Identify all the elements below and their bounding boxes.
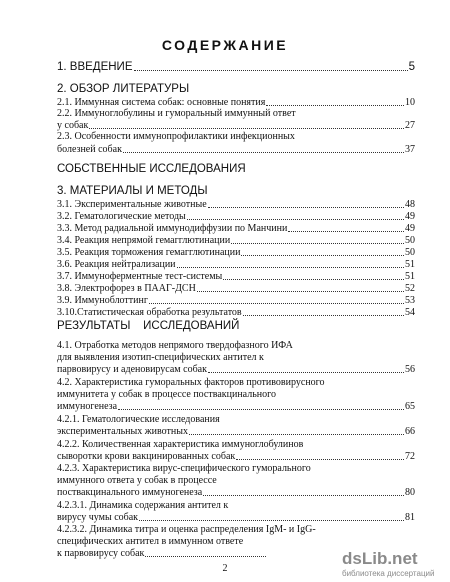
dot-leader [145, 556, 266, 557]
toc-entry-label: 3.5. Реакция торможения гемагглютинации [57, 247, 241, 258]
toc-entry-label: сыворотки крови вакцинированных собак [57, 451, 236, 462]
toc-entry-label: 3.7. Иммуноферментные тест-системы [57, 271, 223, 282]
toc-entry-4-2-1[interactable] [57, 425, 415, 438]
dot-leader [123, 152, 404, 153]
toc-entry-label: 3.4. Реакция непрямой гемагглютинации [57, 235, 231, 246]
dot-leader [118, 409, 404, 410]
toc-entry-2-3-line1[interactable]: 2.3. Особенности иммунопрофилактики инфекционных [57, 131, 295, 142]
dot-leader [241, 255, 404, 256]
toc-entry-4-2-line1[interactable]: 4.2. Характеристика гуморальных факторов противовирусного [57, 377, 325, 388]
toc-entry-4-2-3-1-line1[interactable]: 4.2.3.1. Динамика содержания антител к [57, 500, 229, 511]
toc-entry-4-2-1-line1[interactable]: 4.2.1. Гематологические исследования [57, 414, 220, 425]
toc-page-number: 66 [405, 426, 415, 437]
dot-leader [208, 372, 404, 373]
watermark-caption: библиотека диссертаций [342, 569, 435, 578]
toc-page-number: 5 [408, 61, 415, 73]
dot-leader [139, 520, 404, 521]
dot-leader [189, 434, 404, 435]
toc-entry-4-2-3[interactable] [57, 486, 415, 499]
toc-page-number: 50 [405, 247, 415, 258]
toc-entry-label: 3.2. Гематологические методы [57, 211, 186, 222]
page-number: 2 [222, 563, 228, 574]
toc-entry-intro[interactable] [57, 60, 415, 74]
watermark-site: dsLib.net [342, 549, 418, 568]
toc-entry-label: 2.1. Иммунная система собак: основные понятия [57, 97, 266, 108]
toc-entry-label: 3.9. Иммуноблоттинг [57, 295, 148, 306]
toc-entry-label: экспериментальных животных [57, 426, 188, 437]
section-heading-review: 2. ОБЗОР ЛИТЕРАТУРЫ [57, 83, 190, 95]
toc-entry-label: поствакцинального иммуногенеза [57, 487, 203, 498]
dot-leader [231, 243, 404, 244]
toc-entry-4-2-3-line1[interactable]: 4.2.3. Характеристика вирус-специфического гуморального [57, 463, 311, 474]
toc-page-number: 51 [405, 259, 415, 270]
toc-entry-4-2-3-1[interactable] [57, 511, 415, 524]
dot-leader [149, 303, 404, 304]
dot-leader [134, 70, 408, 71]
toc-page-number: 49 [405, 211, 415, 222]
toc-page-number: 81 [405, 512, 415, 523]
toc-page-number: 49 [405, 223, 415, 234]
dot-leader [266, 105, 404, 106]
toc-entry-label: у собак [57, 120, 89, 131]
dot-leader [177, 267, 404, 268]
dot-leader [197, 291, 404, 292]
toc-entry-label: болезней собак [57, 144, 122, 155]
toc-entry-4-2-3-2-line1[interactable]: 4.2.3.2. Динамика титра и оценка распределения IgM- и IgG- [57, 524, 316, 535]
toc-entry-4-2-2-line1[interactable]: 4.2.2. Количественная характеристика иммуноглобулинов [57, 439, 304, 450]
toc-entry-label: 1. ВВЕДЕНИЕ [57, 61, 133, 73]
toc-entry-label: 3.6. Реакция нейтрализации [57, 259, 176, 270]
dot-leader [89, 128, 404, 129]
toc-entry-2-3[interactable] [57, 143, 415, 156]
toc-entry-4-1[interactable] [57, 363, 415, 376]
toc-page-number: 53 [405, 295, 415, 306]
toc-entry-4-2-2[interactable] [57, 450, 415, 463]
toc-entry-4-2-3-line2[interactable]: иммунного ответа у собак в процессе [57, 475, 217, 486]
dot-leader [187, 219, 404, 220]
toc-entry-3-10[interactable] [57, 306, 415, 319]
toc-entry-4-1-line1[interactable]: 4.1. Отработка методов непрямого твердофазного ИФА [57, 340, 293, 351]
toc-entry-4-2-line2[interactable]: иммунитета у собак в процессе поствакцинального [57, 389, 276, 400]
toc-entry-label: 3.10.Статистическая обработка результатов [57, 307, 242, 318]
toc-entry-4-2[interactable] [57, 400, 415, 413]
toc-entry-4-2-3-2-line2[interactable]: специфических антител в иммунном ответе [57, 536, 244, 547]
toc-entry-label: иммуногенеза [57, 401, 118, 412]
toc-page-number: 56 [405, 364, 415, 375]
toc-page-number: 50 [405, 235, 415, 246]
toc-page-number: 80 [405, 487, 415, 498]
section-heading-own-research: СОБСТВЕННЫЕ ИССЛЕДОВАНИЯ [57, 163, 246, 175]
toc-entry-4-2-3-2[interactable] [57, 547, 267, 560]
dot-leader [208, 207, 404, 208]
toc-page-number: 48 [405, 199, 415, 210]
toc-page-number: 65 [405, 401, 415, 412]
toc-entry-label: вирусу чумы собак [57, 512, 139, 523]
dot-leader [236, 459, 404, 460]
page-title: СОДЕРЖАНИЕ [161, 37, 289, 53]
toc-entry-label: 3.8. Электрофорез в ПААГ-ДСН [57, 283, 196, 294]
dot-leader [243, 315, 404, 316]
toc-entry-2-2-line1[interactable]: 2.2. Иммуноглобулины и гуморальный иммунный ответ [57, 108, 296, 119]
section-heading-materials: 3. МАТЕРИАЛЫ И МЕТОДЫ [57, 185, 208, 197]
toc-page-number: 72 [405, 451, 415, 462]
section-heading-results: РЕЗУЛЬТАТЫ ИССЛЕДОВАНИЙ [57, 320, 240, 332]
dot-leader [203, 495, 404, 496]
watermark-logo [342, 549, 450, 579]
toc-entry-label: парвовирусу и аденовирусам собак [57, 364, 207, 375]
dot-leader [288, 231, 404, 232]
toc-entry-4-1-line2[interactable]: для выявления изотип-специфических антител к [57, 352, 264, 363]
toc-entry-label: 3.3. Метод радиальной иммунодиффузии по Манчини [57, 223, 288, 234]
toc-page-number: 10 [405, 97, 415, 108]
dot-leader [223, 279, 404, 280]
toc-page-number: 54 [405, 307, 415, 318]
toc-page-number: 27 [405, 120, 415, 131]
toc-entry-label: к парвовирусу собак [57, 548, 145, 559]
toc-page-number: 37 [405, 144, 415, 155]
toc-entry-label: 3.1. Экспериментальные животные [57, 199, 207, 210]
toc-page-number: 51 [405, 271, 415, 282]
toc-page-number: 52 [405, 283, 415, 294]
